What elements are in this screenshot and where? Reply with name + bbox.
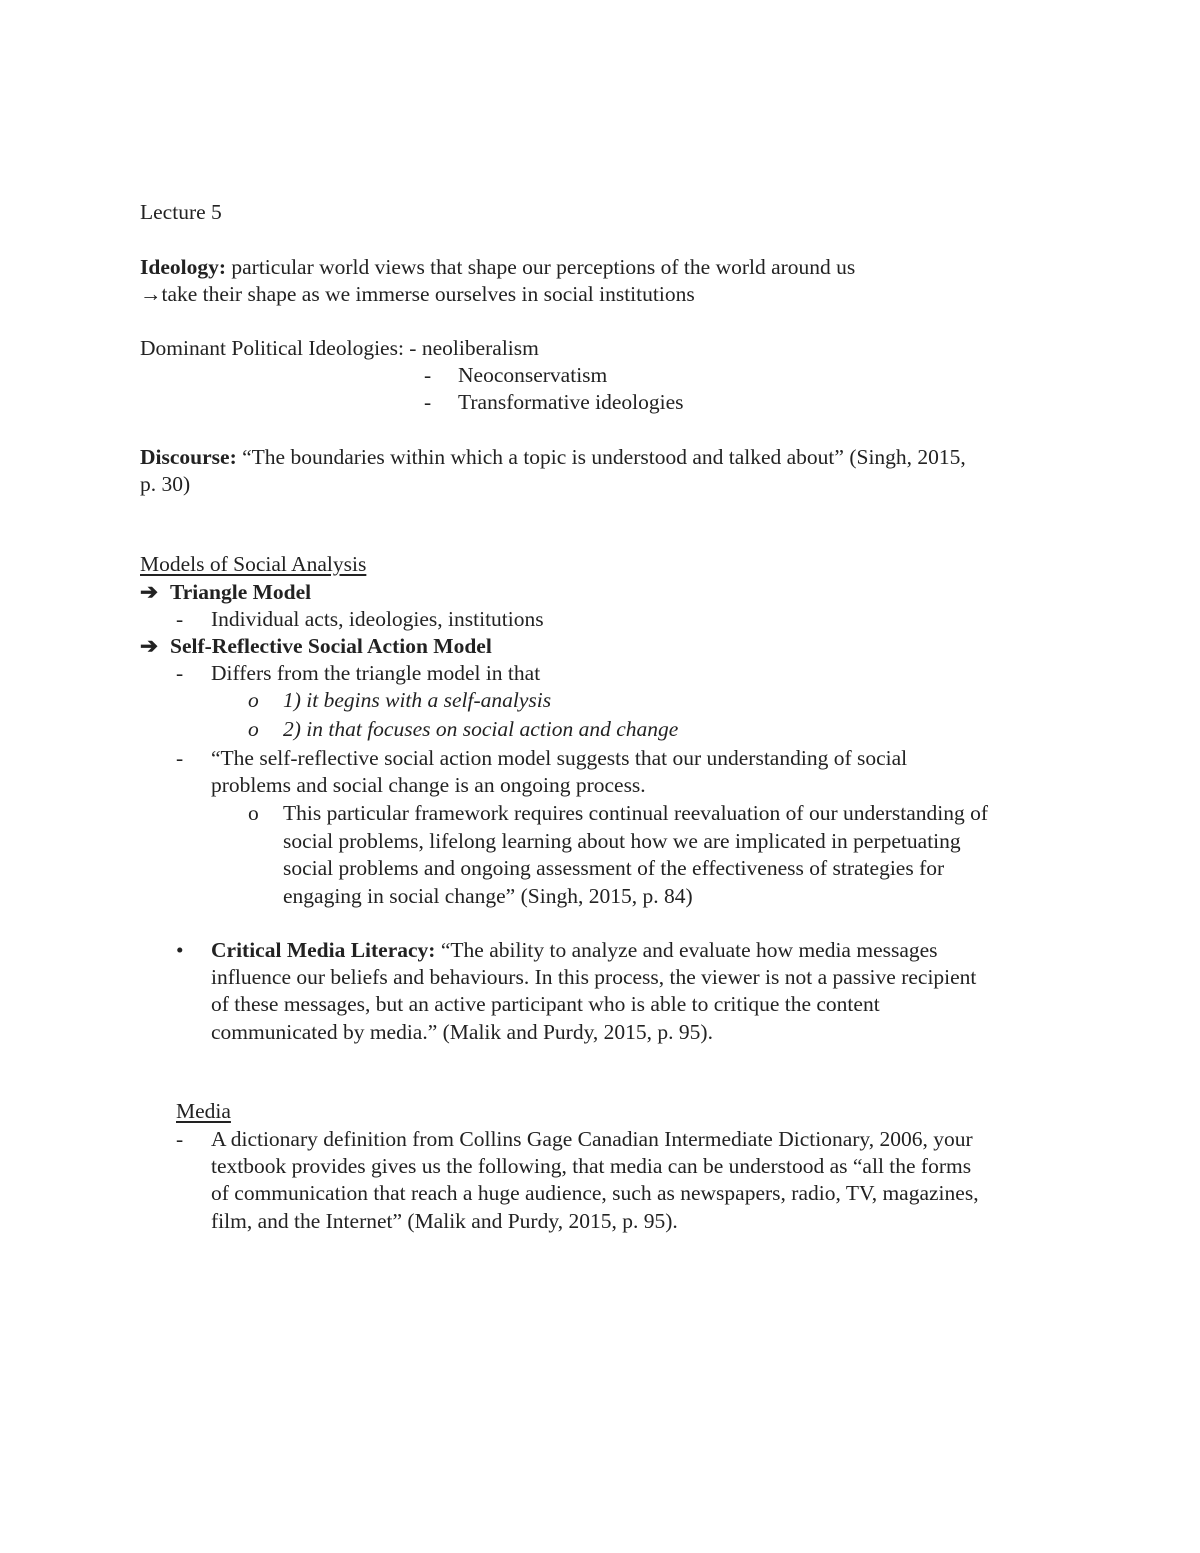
cml-line: communicated by media.” (Malik and Purdy, 2015, p. 95). bbox=[211, 1020, 713, 1044]
dash-icon: - bbox=[424, 390, 432, 414]
self-reflective-model-title: Self-Reflective Social Action Model bbox=[170, 634, 492, 658]
cml-line: of these messages, but an active participant who is able to critique the content bbox=[211, 992, 880, 1016]
discourse-definition bbox=[140, 444, 966, 471]
circle-bullet-icon: o bbox=[248, 801, 259, 825]
circle-bullet-icon: o bbox=[248, 688, 259, 712]
dash-icon: - bbox=[176, 607, 184, 631]
circle-bullet-icon: o bbox=[248, 717, 259, 741]
triangle-model-title: Triangle Model bbox=[170, 580, 312, 604]
list-item: Differs from the triangle model in that bbox=[211, 661, 541, 685]
ideology-definition bbox=[140, 254, 855, 281]
models-heading: Models of Social Analysis bbox=[140, 552, 367, 576]
dominant-ideologies-label: Dominant Political Ideologies: - neoliberalism bbox=[140, 336, 539, 360]
arrow-bullet-icon: ➔ bbox=[140, 580, 159, 604]
media-line: A dictionary definition from Collins Gage Canadian Intermediate Dictionary, 2006, your bbox=[211, 1127, 973, 1151]
list-item: Neoconservatism bbox=[458, 363, 608, 387]
framework-line: This particular framework requires continual reevaluation of our understanding of bbox=[283, 801, 989, 825]
framework-line: social problems and ongoing assessment of the effectiveness of strategies for bbox=[283, 856, 945, 880]
discourse-term: Discourse: bbox=[140, 445, 237, 469]
cml-text: “The ability to analyze and evaluate how media messages bbox=[435, 938, 938, 962]
cml-definition bbox=[211, 937, 938, 964]
cml-term: Critical Media Literacy: bbox=[211, 938, 436, 962]
media-heading: Media bbox=[176, 1099, 231, 1123]
ideology-term: Ideology: bbox=[140, 255, 226, 279]
discourse-text: “The boundaries within which a topic is understood and talked about” (Singh, 2015, bbox=[236, 445, 966, 469]
list-item: 2) in that focuses on social action and change bbox=[283, 717, 679, 741]
dash-icon: - bbox=[176, 661, 184, 685]
list-item: Individual acts, ideologies, institutions bbox=[211, 607, 544, 631]
list-item: “The self-reflective social action model suggests that our understanding of social bbox=[211, 746, 908, 770]
dash-icon: - bbox=[176, 1127, 184, 1151]
bullet-icon: • bbox=[176, 938, 184, 962]
list-item: Transformative ideologies bbox=[458, 390, 684, 414]
framework-line: engaging in social change” (Singh, 2015, p. 84) bbox=[283, 884, 693, 908]
media-line: film, and the Internet” (Malik and Purdy, 2015, p. 95). bbox=[211, 1209, 678, 1233]
list-item: 1) it begins with a self-analysis bbox=[283, 688, 552, 712]
ideology-note-text: take their shape as we immerse ourselves in social institutions bbox=[161, 282, 695, 306]
lecture-title: Lecture 5 bbox=[140, 200, 222, 224]
dash-icon: - bbox=[176, 746, 184, 770]
cml-line: influence our beliefs and behaviours. In this process, the viewer is not a passive recipient bbox=[211, 965, 977, 989]
discourse-text-continued: p. 30) bbox=[140, 472, 191, 496]
framework-line: social problems, lifelong learning about how we are implicated in perpetuating bbox=[283, 829, 961, 853]
ideology-text: particular world views that shape our perceptions of the world around us bbox=[226, 255, 856, 279]
dash-icon: - bbox=[424, 363, 432, 387]
right-arrow-icon: → bbox=[140, 282, 162, 306]
media-line: textbook provides gives us the following, that media can be understood as “all the forms bbox=[211, 1154, 972, 1178]
list-item-continued: problems and social change is an ongoing process. bbox=[211, 773, 646, 797]
media-line: of communication that reach a huge audience, such as newspapers, radio, TV, magazines, bbox=[211, 1181, 979, 1205]
arrow-bullet-icon: ➔ bbox=[140, 634, 159, 658]
ideology-note bbox=[140, 281, 695, 308]
